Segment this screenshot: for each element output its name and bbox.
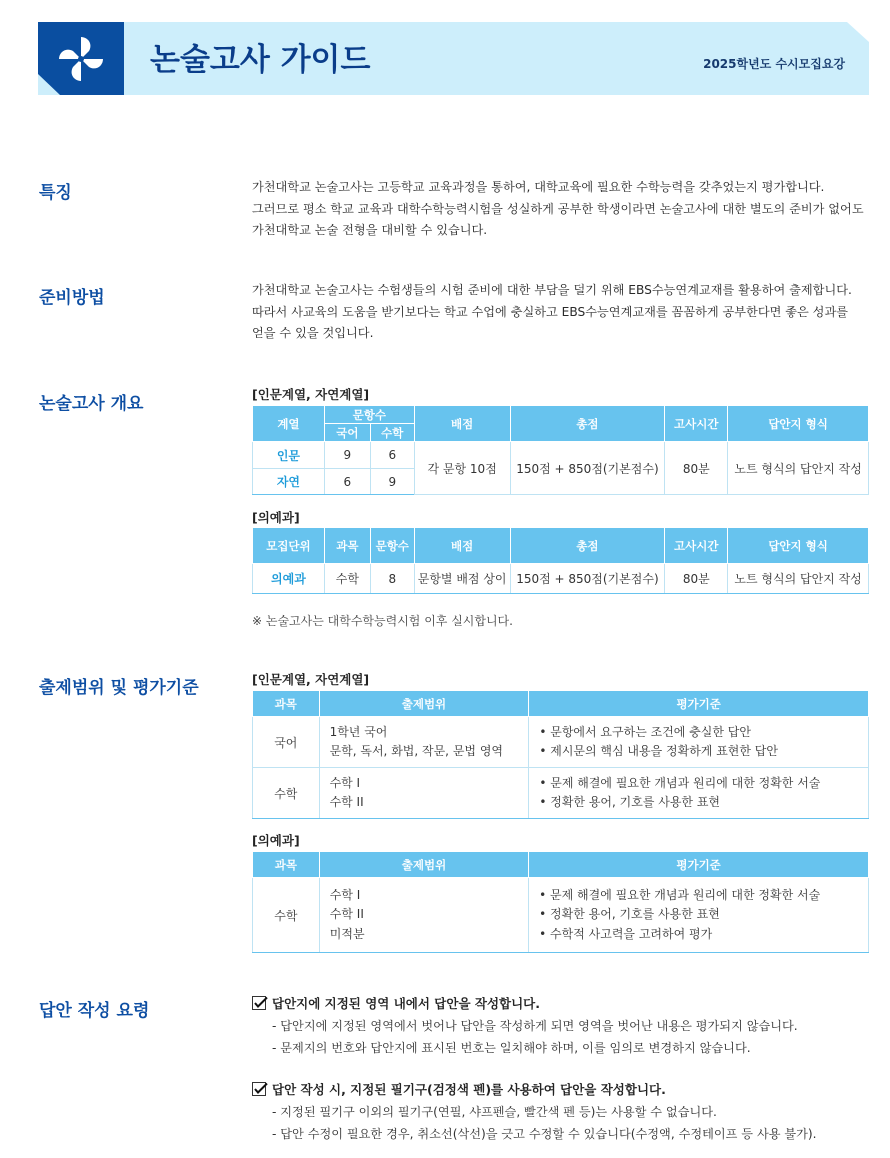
- cell-math: 6: [370, 442, 414, 469]
- header-criteria: 평가기준: [529, 691, 869, 717]
- cell-subject: 국어: [253, 717, 320, 768]
- cell-korean: 6: [324, 469, 370, 495]
- preparation-text: [252, 280, 872, 345]
- header-total: 총점: [510, 406, 665, 442]
- scope-table-medical: [252, 851, 869, 953]
- criteria-line: • 제시문의 핵심 내용을 정확하게 표현한 답안: [539, 744, 778, 758]
- guide-point: - 답안 수정이 필요한 경우, 취소선(삭선)을 긋고 수정할 수 있습니다(수정액, 수정테이프 등 사용 불가).: [272, 1127, 817, 1141]
- overview-table1-caption: [인문계열, 자연계열]: [252, 387, 370, 402]
- criteria-line: • 정확한 용어, 기호를 사용한 표현: [539, 907, 720, 922]
- overview-table-humanities-science: [252, 405, 869, 495]
- header-korean: 국어: [324, 424, 370, 442]
- scope-table-humanities-science: [252, 690, 869, 819]
- header-criteria: 평가기준: [529, 852, 869, 878]
- criteria-line: • 정확한 용어, 기호를 사용한 표현: [539, 795, 721, 809]
- table-row: [253, 878, 869, 953]
- cell-answer-form: 노트 형식의 답안지 작성: [728, 564, 869, 594]
- checkbox-check-icon: [252, 1082, 268, 1096]
- header-range: 출제범위: [319, 852, 528, 878]
- features-line: 가천대학교 논술고사는 고등학교 교육과정을 통하여, 대학교육에 필요한 수학능력을 갖추었는지 평가합니다.: [252, 180, 825, 194]
- overview-table2-caption: [의예과]: [252, 510, 300, 525]
- features-line: 그러므로 평소 학교 교육과 대학수학능력시험을 성실하게 공부한 학생이라면 논술고사에 대한 별도의 준비가 없어도: [252, 201, 864, 216]
- section-title-preparation: 준비방법: [39, 288, 105, 308]
- cell-subject: 수학: [324, 564, 370, 594]
- header-logo: [38, 22, 124, 95]
- guide-point: - 답안지에 지정된 영역에서 벗어나 답안을 작성하게 되면 영역을 벗어난 내용은 평가되지 않습니다.: [272, 1019, 798, 1033]
- criteria-line: • 수학적 사고력을 고려하여 평가: [539, 926, 713, 941]
- table-row: [253, 564, 869, 594]
- header-num-questions: 문항수: [370, 528, 414, 564]
- header-unit: 모집단위: [253, 528, 325, 564]
- section-title-scope: 출제범위 및 평가기준: [39, 678, 199, 698]
- table-row: [253, 768, 869, 819]
- header-total: 총점: [510, 528, 665, 564]
- preparation-line: 따라서 사교육의 도움을 받기보다는 학교 수업에 충실하고 EBS수능연계교재를 꼼꼼하게 공부한다면 좋은 성과를: [252, 304, 848, 319]
- range-line: 문학, 독서, 화법, 작문, 문법 영역: [329, 744, 503, 758]
- pinwheel-icon: [55, 33, 107, 85]
- section-title-answer-guide: 답안 작성 요령: [39, 1001, 150, 1021]
- cell-unit: 의예과: [253, 564, 325, 594]
- cell-track: 인문: [253, 442, 325, 469]
- header-answer-form: 답안지 형식: [728, 406, 869, 442]
- cell-subject: 수학: [253, 878, 320, 953]
- cell-korean: 9: [324, 442, 370, 469]
- overview-table-medical: [252, 527, 869, 594]
- cell-total: 150점 + 850점(기본점수): [510, 564, 665, 594]
- preparation-line: 얻을 수 있을 것입니다.: [252, 326, 374, 340]
- guide-heading-text: 답안 작성 시, 지정된 필기구(검정색 펜)를 사용하여 답안을 작성합니다.: [272, 1082, 666, 1097]
- range-line: 수학 I: [329, 775, 361, 790]
- header-subject: 과목: [253, 691, 320, 717]
- range-line: 미적분: [329, 926, 365, 941]
- features-line: 가천대학교 논술 전형을 대비할 수 있습니다.: [252, 223, 488, 237]
- table-row: [253, 717, 869, 768]
- cell-criteria: [529, 717, 869, 768]
- cell-subject: 수학: [253, 768, 320, 819]
- cell-points: 각 문항 10점: [414, 442, 510, 495]
- cell-math: 9: [370, 469, 414, 495]
- header-range: 출제범위: [319, 691, 529, 717]
- header-math: 수학: [370, 424, 414, 442]
- header-answer-form: 답안지 형식: [728, 528, 869, 564]
- guide-heading-text: 답안지에 지정된 영역 내에서 답안을 작성합니다.: [272, 996, 541, 1011]
- header-track: 계열: [253, 406, 325, 442]
- guide-item-heading: [252, 1080, 666, 1098]
- cell-criteria: [529, 768, 869, 819]
- cell-time: 80분: [665, 442, 728, 495]
- guide-item-heading: [252, 994, 540, 1012]
- criteria-line: • 문제 해결에 필요한 개념과 원리에 대한 정확한 서술: [539, 887, 821, 902]
- guide-point: - 지정된 필기구 이외의 필기구(연필, 샤프펜슬, 빨간색 펜 등)는 사용할 수 없습니다.: [272, 1105, 717, 1119]
- criteria-line: • 문항에서 요구하는 조건에 충실한 답안: [539, 724, 751, 739]
- header-num-questions: 문항수: [324, 406, 414, 424]
- cell-total: 150점 + 850점(기본점수): [510, 442, 665, 495]
- scope-table2-caption: [의예과]: [252, 833, 300, 848]
- range-line: 1학년 국어: [329, 724, 388, 739]
- header-time: 고사시간: [665, 528, 728, 564]
- cell-range: [319, 768, 529, 819]
- page-header: [38, 22, 869, 95]
- section-title-features: 특징: [39, 183, 72, 203]
- cell-range: [319, 878, 528, 953]
- scope-table1-caption: [인문계열, 자연계열]: [252, 672, 370, 687]
- range-line: 수학 I: [329, 887, 361, 902]
- page-title: 논술고사 가이드: [150, 42, 371, 78]
- cell-criteria: [529, 878, 869, 953]
- guide-point: - 문제지의 번호와 답안지에 표시된 번호는 일치해야 하며, 이를 임의로 변경하지 않습니다.: [272, 1041, 751, 1055]
- cell-time: 80분: [665, 564, 728, 594]
- checkbox-check-icon: [252, 996, 268, 1010]
- header-points: 배점: [414, 528, 510, 564]
- cell-range: [319, 717, 529, 768]
- page-subtitle: 2025학년도 수시모집요강: [703, 57, 845, 71]
- criteria-line: • 문제 해결에 필요한 개념과 원리에 대한 정확한 서술: [539, 775, 821, 790]
- header-subject: 과목: [324, 528, 370, 564]
- header-time: 고사시간: [665, 406, 728, 442]
- range-line: 수학 II: [329, 907, 364, 922]
- features-text: [252, 177, 872, 242]
- overview-note: ※ 논술고사는 대학수학능력시험 이후 실시합니다.: [252, 614, 513, 628]
- cell-points: 문항별 배점 상이: [414, 564, 510, 594]
- preparation-line: 가천대학교 논술고사는 수험생들의 시험 준비에 대한 부담을 덜기 위해 EBS수능연계교재를 활용하여 출제합니다.: [252, 283, 852, 297]
- cell-track: 자연: [253, 469, 325, 495]
- cell-answer-form: 노트 형식의 답안지 작성: [728, 442, 869, 495]
- header-subject: 과목: [253, 852, 320, 878]
- table-row: [253, 442, 869, 469]
- range-line: 수학 II: [329, 795, 364, 809]
- cell-num-questions: 8: [370, 564, 414, 594]
- header-points: 배점: [414, 406, 510, 442]
- section-title-overview: 논술고사 개요: [39, 394, 144, 414]
